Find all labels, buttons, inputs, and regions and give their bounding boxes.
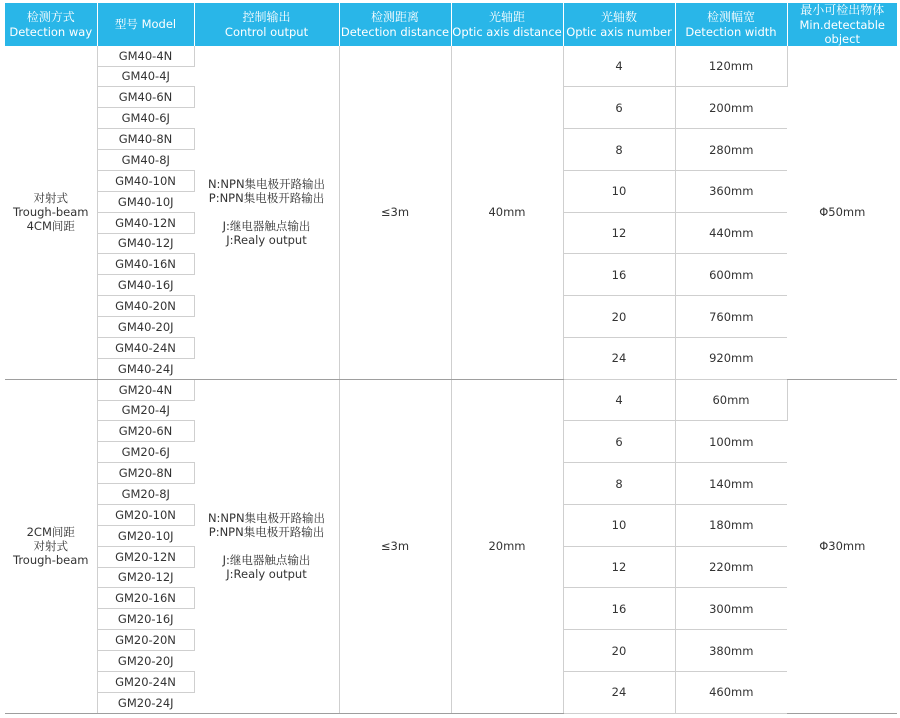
output-line-pnp: P:NPN集电极开路输出: [208, 191, 325, 206]
model-cell: GM40-4N: [97, 46, 194, 66]
header-detection-width: [675, 3, 787, 46]
detection-width-cell: 100mm: [675, 421, 787, 463]
detection-distance-cell: ≤3m: [339, 46, 451, 379]
optic-axis-distance-cell: 20mm: [451, 379, 563, 713]
header-optic-axis-number: [563, 3, 675, 46]
header-en: Control output: [224, 24, 309, 39]
header-detection-way: [5, 3, 97, 46]
detection-way-line: 对射式: [33, 191, 68, 206]
detection-width-cell: 440mm: [675, 212, 787, 254]
header-model: [97, 3, 194, 46]
detection-way-cell: [5, 379, 97, 713]
optic-axis-number-cell: 4: [563, 46, 675, 87]
header-min-detectable-object: [787, 3, 897, 46]
detection-way-cell: [5, 46, 97, 379]
model-cell: GM40-24J: [97, 358, 194, 379]
control-output-cell: [194, 46, 339, 379]
model-cell: GM20-24J: [97, 692, 194, 713]
detection-distance-cell: ≤3m: [339, 379, 451, 713]
header-en: Min.detectable object: [799, 17, 885, 46]
optic-axis-number-cell: 24: [563, 671, 675, 713]
output-line-relay-cn: J:继电器触点输出: [222, 553, 311, 568]
header-cn: 检测距离: [370, 10, 419, 24]
model-cell: GM20-4N: [97, 379, 194, 400]
model-cell: GM20-20N: [97, 630, 194, 651]
output-spacer: [195, 205, 339, 219]
output-line-npn: N:NPN集电极开路输出: [207, 177, 326, 192]
optic-axis-number-cell: 10: [563, 504, 675, 546]
model-cell: GM40-24N: [97, 337, 194, 358]
model-cell: GM20-24N: [97, 671, 194, 692]
detection-width-cell: 760mm: [675, 296, 787, 338]
model-cell: GM40-4J: [97, 66, 194, 87]
optic-axis-number-cell: 16: [563, 588, 675, 630]
optic-axis-number-cell: 12: [563, 546, 675, 588]
detection-way-line: Trough-beam: [13, 553, 89, 568]
detection-way-line: 4CM间距: [26, 219, 75, 234]
model-cell: GM20-4J: [97, 400, 194, 421]
header-optic-axis-distance: [451, 3, 563, 46]
model-cell: GM40-20J: [97, 317, 194, 338]
optic-axis-number-cell: 20: [563, 630, 675, 672]
table-row: [5, 379, 897, 400]
optic-axis-number-cell: 4: [563, 379, 675, 421]
model-cell: GM40-10N: [97, 170, 194, 191]
optic-axis-number-cell: 20: [563, 296, 675, 338]
header-en: Detection way: [9, 24, 93, 39]
header-en: Model: [141, 17, 177, 32]
header-cn: 最小可检出物体: [800, 3, 885, 17]
model-cell: GM40-16N: [97, 254, 194, 275]
output-line-relay-en: J:Realy output: [226, 567, 307, 582]
header-cn: 光轴距: [488, 10, 525, 24]
detection-width-cell: 360mm: [675, 170, 787, 212]
model-cell: GM20-16N: [97, 588, 194, 609]
table-body: [5, 46, 897, 714]
detection-width-cell: 200mm: [675, 87, 787, 129]
detection-width-cell: 380mm: [675, 630, 787, 672]
model-cell: GM20-12N: [97, 546, 194, 567]
model-cell: GM20-20J: [97, 651, 194, 672]
model-cell: GM40-16J: [97, 275, 194, 296]
model-cell: GM20-6N: [97, 421, 194, 442]
header-cn: 控制输出: [242, 10, 291, 24]
header-en: Optic axis number: [566, 24, 672, 39]
detection-width-cell: 180mm: [675, 504, 787, 546]
detection-width-cell: 220mm: [675, 546, 787, 588]
output-spacer: [195, 539, 339, 553]
optic-axis-number-cell: 12: [563, 212, 675, 254]
detection-width-cell: 300mm: [675, 588, 787, 630]
table-row: [5, 46, 897, 66]
optic-axis-number-cell: 6: [563, 87, 675, 129]
header-en: Detection distance: [340, 24, 450, 39]
output-line-npn: N:NPN集电极开路输出: [207, 511, 326, 526]
header-cn: 光轴数: [600, 10, 637, 24]
detection-width-cell: 460mm: [675, 671, 787, 713]
spec-table: [5, 3, 897, 714]
model-cell: GM20-10J: [97, 525, 194, 546]
model-cell: GM40-8N: [97, 129, 194, 150]
detection-width-cell: 280mm: [675, 129, 787, 171]
optic-axis-distance-cell: 40mm: [451, 46, 563, 379]
header-en: Detection width: [685, 24, 777, 39]
header-detection-distance: [339, 3, 451, 46]
model-cell: GM20-8J: [97, 484, 194, 505]
model-cell: GM40-20N: [97, 296, 194, 317]
model-cell: GM20-16J: [97, 609, 194, 630]
header-cn: 检测幅宽: [706, 10, 755, 24]
optic-axis-number-cell: 10: [563, 170, 675, 212]
model-cell: GM40-6N: [97, 87, 194, 108]
detection-way-line: Trough-beam: [13, 205, 89, 220]
detection-way-line: 对射式: [33, 539, 68, 554]
optic-axis-number-cell: 8: [563, 463, 675, 505]
detection-width-cell: 140mm: [675, 463, 787, 505]
detection-width-cell: 60mm: [675, 379, 787, 421]
output-line-relay-cn: J:继电器触点输出: [222, 219, 311, 234]
control-output-cell: [194, 379, 339, 713]
detection-width-cell: 920mm: [675, 337, 787, 379]
output-line-relay-en: J:Realy output: [226, 233, 307, 248]
model-cell: GM40-8J: [97, 150, 194, 171]
model-cell: GM40-12J: [97, 233, 194, 254]
detection-width-cell: 120mm: [675, 46, 787, 87]
min-detectable-object-cell: Φ30mm: [787, 379, 897, 713]
output-line-pnp: P:NPN集电极开路输出: [208, 525, 325, 540]
model-cell: GM20-6J: [97, 442, 194, 463]
header-cn: 型号: [114, 17, 138, 32]
model-cell: GM40-12N: [97, 212, 194, 233]
optic-axis-number-cell: 8: [563, 129, 675, 171]
model-cell: GM20-10N: [97, 504, 194, 525]
header-en: Optic axis distance: [452, 24, 562, 39]
header-row: [5, 3, 897, 46]
detection-way-line: 2CM间距: [26, 525, 75, 540]
optic-axis-number-cell: 24: [563, 337, 675, 379]
model-cell: GM20-8N: [97, 463, 194, 484]
optic-axis-number-cell: 6: [563, 421, 675, 463]
detection-width-cell: 600mm: [675, 254, 787, 296]
header-cn: 检测方式: [26, 10, 75, 24]
model-cell: GM20-12J: [97, 567, 194, 588]
model-cell: GM40-10J: [97, 191, 194, 212]
min-detectable-object-cell: Φ50mm: [787, 46, 897, 379]
model-cell: GM40-6J: [97, 108, 194, 129]
optic-axis-number-cell: 16: [563, 254, 675, 296]
header-control-output: [194, 3, 339, 46]
